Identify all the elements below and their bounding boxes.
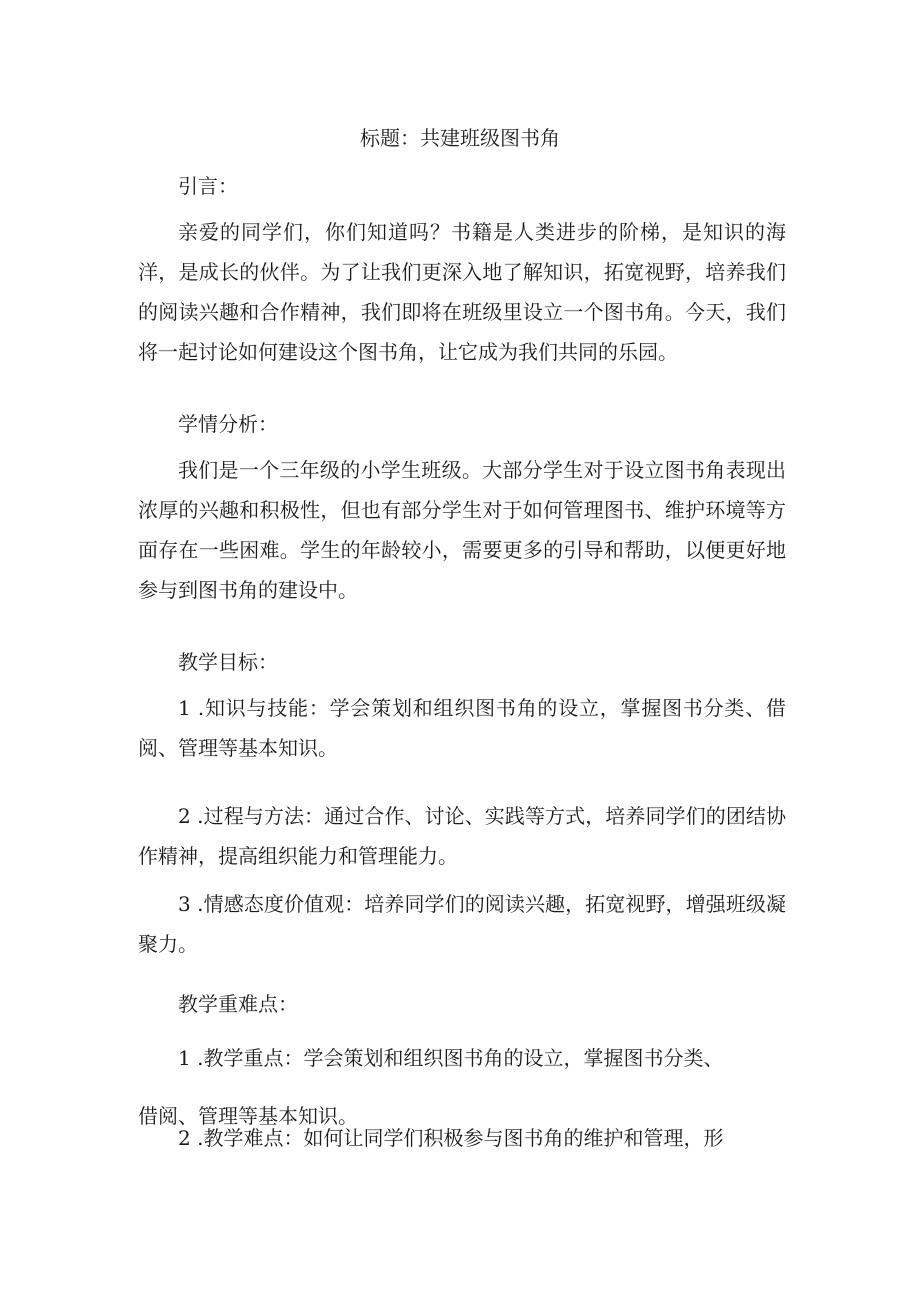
document-title: 标题：共建班级图书角 [360, 126, 560, 150]
goal-item-2: 2 .过程与方法：通过合作、讨论、实践等方式，培养同学们的团结协作精神，提高组织能力和管理能力。 [138, 804, 786, 868]
analysis-heading: 学情分析： [178, 412, 278, 436]
difficulty-item-1-line-2: 借阅、管理等基本知识。 [138, 1104, 358, 1128]
difficulty-item-1-line-1: 1 .教学重点：学会策划和组织图书角的设立，掌握图书分类、 [178, 1046, 724, 1070]
analysis-paragraph: 我们是一个三年级的小学生班级。大部分学生对于设立图书角表现出浓厚的兴趣和积极性，但也有部分学生对于如何管理图书、维护环境等方面存在一些困难。学生的年龄较小，需要更多的引导和帮助，以便更好地参与到图书角的建设中。 [138, 458, 786, 602]
difficulties-heading: 教学重难点： [178, 992, 298, 1016]
goal-item-3: 3 .情感态度价值观：培养同学们的阅读兴趣，拓宽视野，增强班级凝聚力。 [138, 892, 786, 956]
goal-item-1: 1 .知识与技能：学会策划和组织图书角的设立，掌握图书分类、借阅、管理等基本知识。 [138, 696, 786, 760]
goals-heading: 教学目标： [178, 650, 278, 674]
difficulty-item-2-line-1: 2 .教学难点：如何让同学们积极参与图书角的维护和管理，形 [178, 1126, 724, 1150]
intro-paragraph: 亲爱的同学们，你们知道吗？书籍是人类进步的阶梯，是知识的海洋，是成长的伙伴。为了让我们更深入地了解知识，拓宽视野，培养我们的阅读兴趣和合作精神，我们即将在班级里设立一个图书角。今天，我们将一起讨论如何建设这个图书角，让它成为我们共同的乐园。 [138, 220, 786, 364]
intro-heading: 引言： [178, 174, 238, 198]
